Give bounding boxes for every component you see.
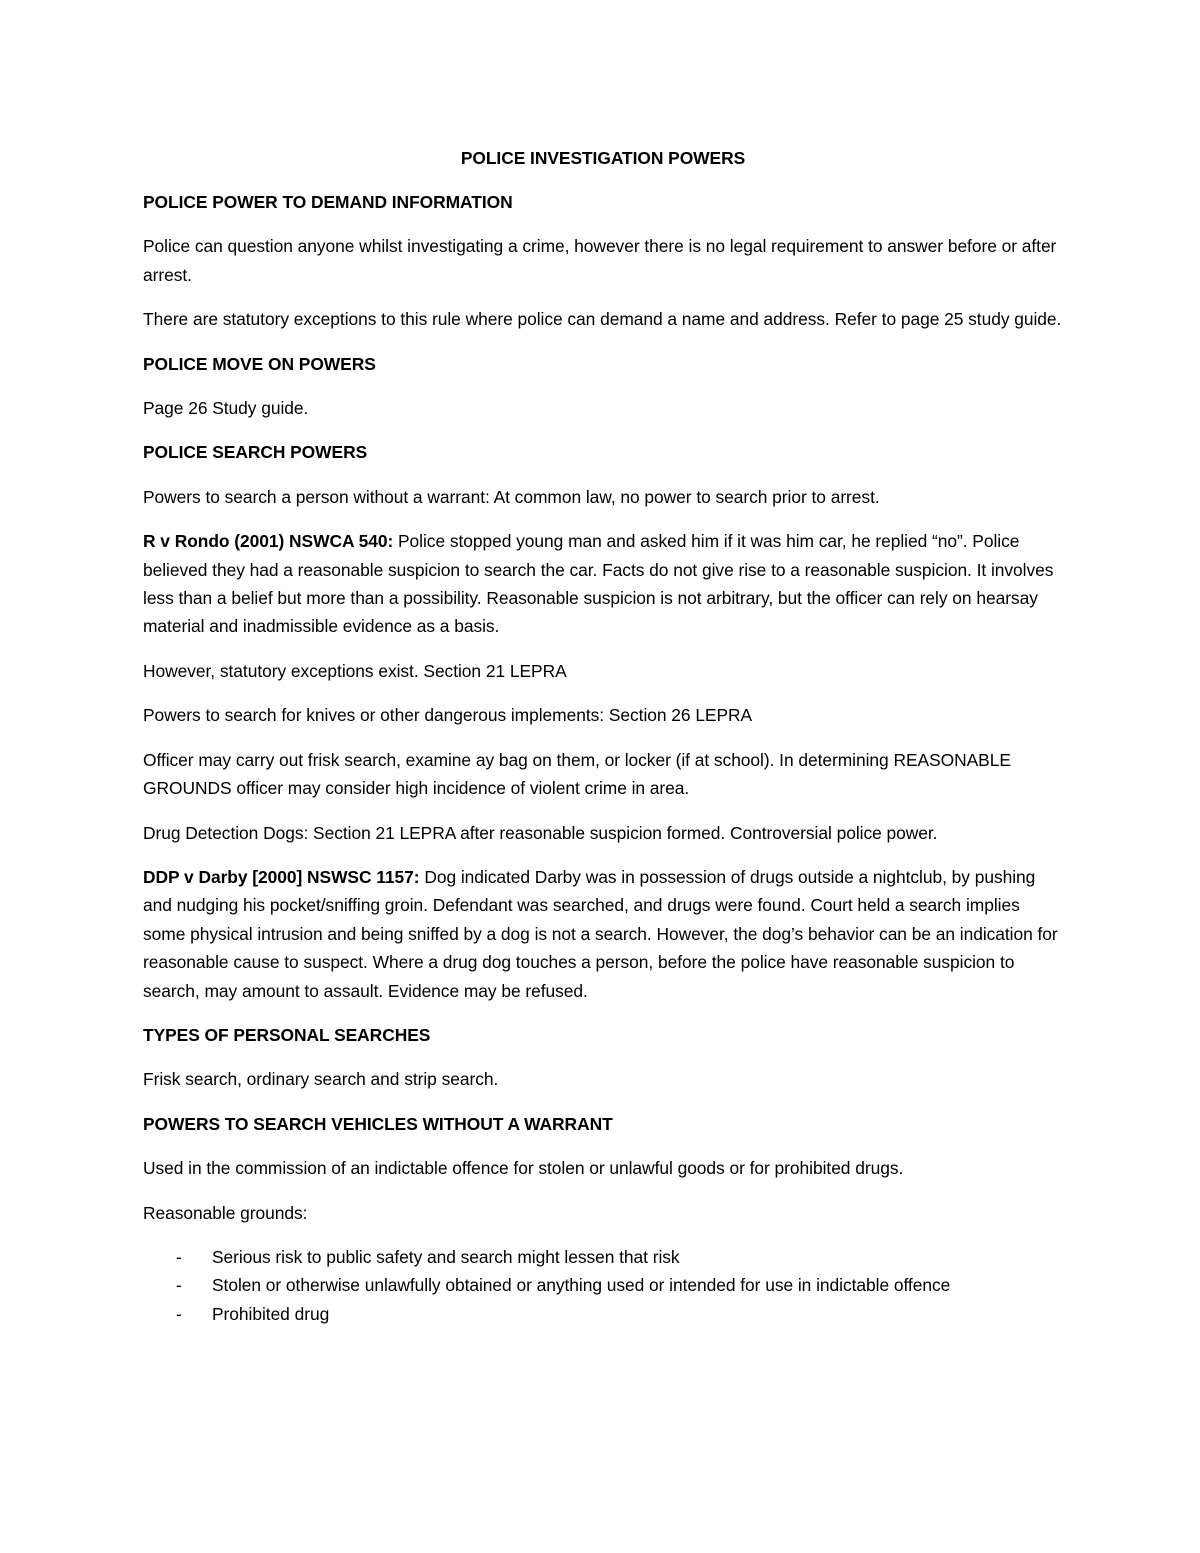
dash-bullet-icon: - xyxy=(176,1246,182,1267)
dash-bullet-icon: - xyxy=(176,1303,182,1324)
case-text-darby: Dog indicated Darby was in possession of drugs outside a nightclub, by pushing and nudging his pocket/sniffing groin. Defendant was searched, and drugs were found. Court held a search implies some physical intrusion and being sniffed by a dog is not a search. However, the dog’s behavior can be an indication for reasonable cause to suspect. Where a drug dog touches a person, before the police have reasonable suspicion to search, may amount to assault. Evidence may be refused. xyxy=(143,866,1058,1001)
list-item-text: Serious risk to public safety and search might lessen that risk xyxy=(212,1246,680,1267)
document-body xyxy=(143,144,1063,1328)
list-item xyxy=(143,1271,1063,1299)
case-name-rondo: R v Rondo (2001) NSWCA 540: xyxy=(143,531,394,552)
paragraph-statutory-exceptions: There are statutory exceptions to this rule where police can demand a name and address. Refer to page 25 study guide. xyxy=(143,309,1062,330)
list-item xyxy=(143,1300,1063,1328)
list-item-text: Prohibited drug xyxy=(212,1303,330,1324)
case-text-rondo: Police stopped young man and asked him if it was him car, he replied “no”. Police believed they had a reasonable suspicion to search the car. Facts do not give rise to a reasonable suspicion. It involves less than a belief but more than a possibility. Reasonable suspicion is not arbitrary, but the officer can rely on hearsay material and inadmissible evidence as a basis. xyxy=(143,531,1054,637)
list-item xyxy=(143,1243,1063,1271)
reasonable-grounds-list xyxy=(143,1243,1063,1328)
case-name-darby: DDP v Darby [2000] NSWSC 1157: xyxy=(143,866,420,887)
paragraph-search-types: Frisk search, ordinary search and strip search. xyxy=(143,1069,499,1090)
paragraph-move-on-reference: Page 26 Study guide. xyxy=(143,398,309,419)
paragraph-frisk-search: Officer may carry out frisk search, examine ay bag on them, or locker (if at school). In determining REASONABLE GROUNDS officer may consider high incidence of violent crime in area. xyxy=(143,749,1011,799)
paragraph-rondo-case xyxy=(143,527,1063,641)
paragraph-knives-search: Powers to search for knives or other dangerous implements: Section 26 LEPRA xyxy=(143,705,753,726)
paragraph-darby-case xyxy=(143,863,1063,1005)
heading-vehicle-search: POWERS TO SEARCH VEHICLES WITHOUT A WARRANT xyxy=(143,1113,613,1134)
paragraph-reasonable-grounds: Reasonable grounds: xyxy=(143,1202,308,1223)
paragraph-search-without-warrant: Powers to search a person without a warrant: At common law, no power to search prior to arrest. xyxy=(143,486,880,507)
heading-move-on-powers: POLICE MOVE ON POWERS xyxy=(143,353,376,374)
paragraph-vehicle-search-use: Used in the commission of an indictable offence for stolen or unlawful goods or for prohibited drugs. xyxy=(143,1158,904,1179)
heading-demand-information: POLICE POWER TO DEMAND INFORMATION xyxy=(143,192,513,212)
heading-search-powers: POLICE SEARCH POWERS xyxy=(143,442,368,463)
paragraph-drug-detection-dogs: Drug Detection Dogs: Section 21 LEPRA after reasonable suspicion formed. Controversial police power. xyxy=(143,822,938,843)
paragraph-statutory-exceptions-lepra: However, statutory exceptions exist. Section 21 LEPRA xyxy=(143,660,567,681)
dash-bullet-icon: - xyxy=(176,1275,182,1296)
heading-personal-searches: TYPES OF PERSONAL SEARCHES xyxy=(143,1024,431,1045)
document-title: POLICE INVESTIGATION POWERS xyxy=(460,148,746,168)
paragraph-question-anyone: Police can question anyone whilst investigating a crime, however there is no legal requirement to answer before or after arrest. xyxy=(143,236,1057,285)
list-item-text: Stolen or otherwise unlawfully obtained or anything used or intended for use in indictable offence xyxy=(212,1275,951,1296)
